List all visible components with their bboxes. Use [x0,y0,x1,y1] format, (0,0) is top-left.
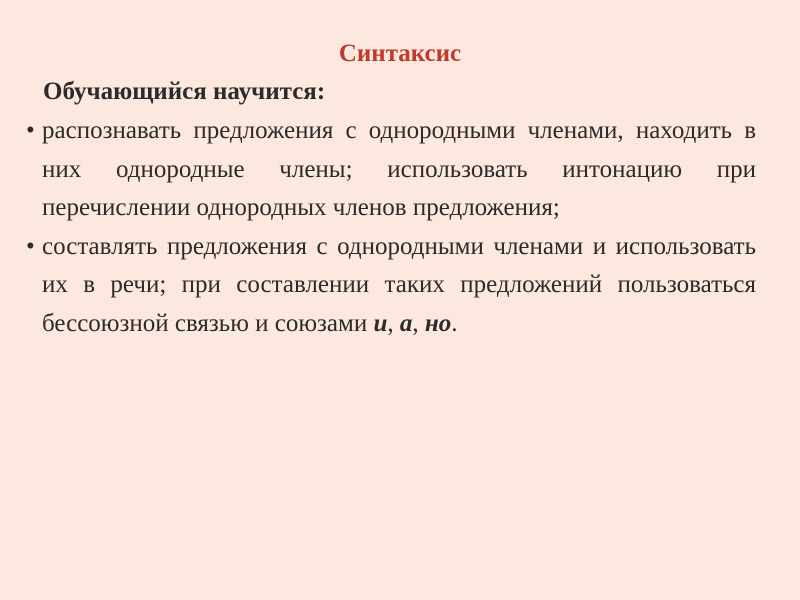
bullet-icon: • [26,232,35,260]
bullet-icon: • [26,117,35,144]
list-item-text: распознавать предложения с однородными членами, находить в них однородные члены; использовать интонацию при перечислении однородных членов предложения; [42,117,756,221]
list-item [26,112,756,228]
conjunction: и [373,309,388,337]
slide-subtitle: Обучающийся научится: [43,78,326,105]
conjunction: но [424,309,452,337]
separator: , [387,309,400,337]
slide-title: Синтаксис [338,40,462,67]
list-item-text: составлять предложения с однородными членами и использовать их в речи; при составлении таких предложений пользоваться бессоюзной связью и союзами [42,232,756,337]
conjunction: а [399,309,413,337]
separator: , [412,309,425,337]
list-item-end: . [451,309,458,337]
outcomes-list [26,112,756,343]
list-item [26,228,756,344]
